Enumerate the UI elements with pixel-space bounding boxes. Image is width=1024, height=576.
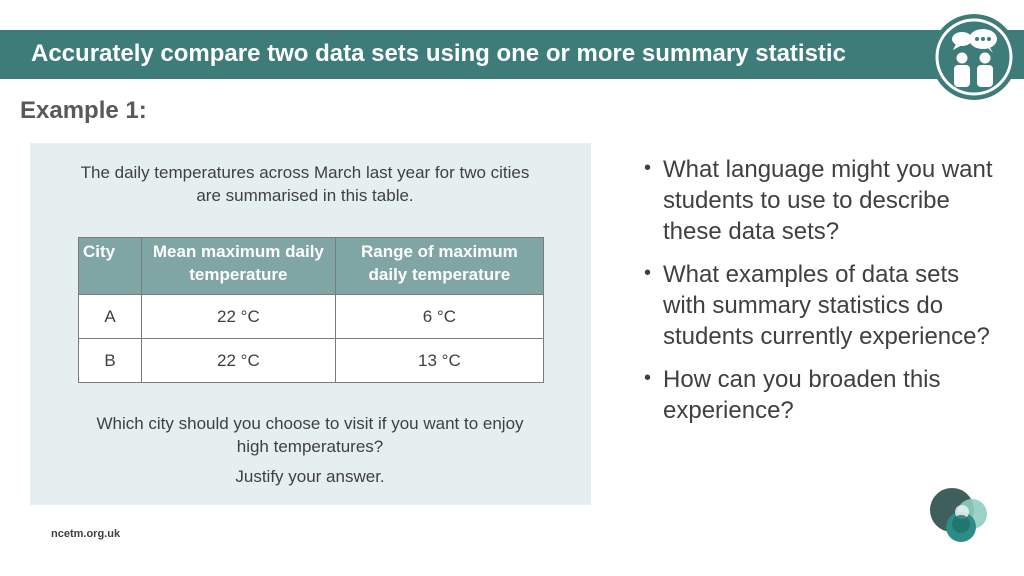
table-header-range: Range of maximum daily temperature [335,238,543,295]
table-cell-mean: 22 °C [142,339,336,383]
question-text: Which city should you choose to visit if you want to enjoy high temperatures? [96,414,524,456]
slide-title: Accurately compare two data sets using one or more summary statistic [31,40,846,67]
example-panel [30,143,591,505]
table-cell-range: 13 °C [335,339,543,383]
table-header-city: City [79,238,142,295]
bullet-icon: • [644,367,652,389]
prompt-text: How can you broaden this experience? [663,366,941,424]
list-item [644,364,1004,426]
bullet-icon: • [644,262,652,284]
list-item [644,154,1004,247]
table-header-mean: Mean maximum daily temperature [142,238,336,295]
ncetm-logo-icon [928,486,990,544]
table-cell-mean: 22 °C [142,295,336,339]
discussion-prompts [644,154,1004,438]
temperature-table [78,237,544,383]
bullet-icon: • [644,157,652,179]
list-item [644,259,1004,352]
justify-text: Justify your answer. [235,467,385,486]
discussion-people-icon [929,12,1019,102]
example-heading: Example 1: [20,97,147,124]
intro-text: The daily temperatures across March last year for two cities are summarised in this table. [80,163,530,205]
table-header-row [79,238,544,295]
prompt-text: What language might you want students to use to describe these data sets? [663,156,993,245]
table-cell-city: B [79,339,142,383]
table-cell-city: A [79,295,142,339]
table-row [79,339,544,383]
prompt-text: What examples of data sets with summary statistics do students currently experience? [663,261,990,350]
table-cell-range: 6 °C [335,295,543,339]
table-row [79,295,544,339]
footer-url: ncetm.org.uk [51,528,121,540]
